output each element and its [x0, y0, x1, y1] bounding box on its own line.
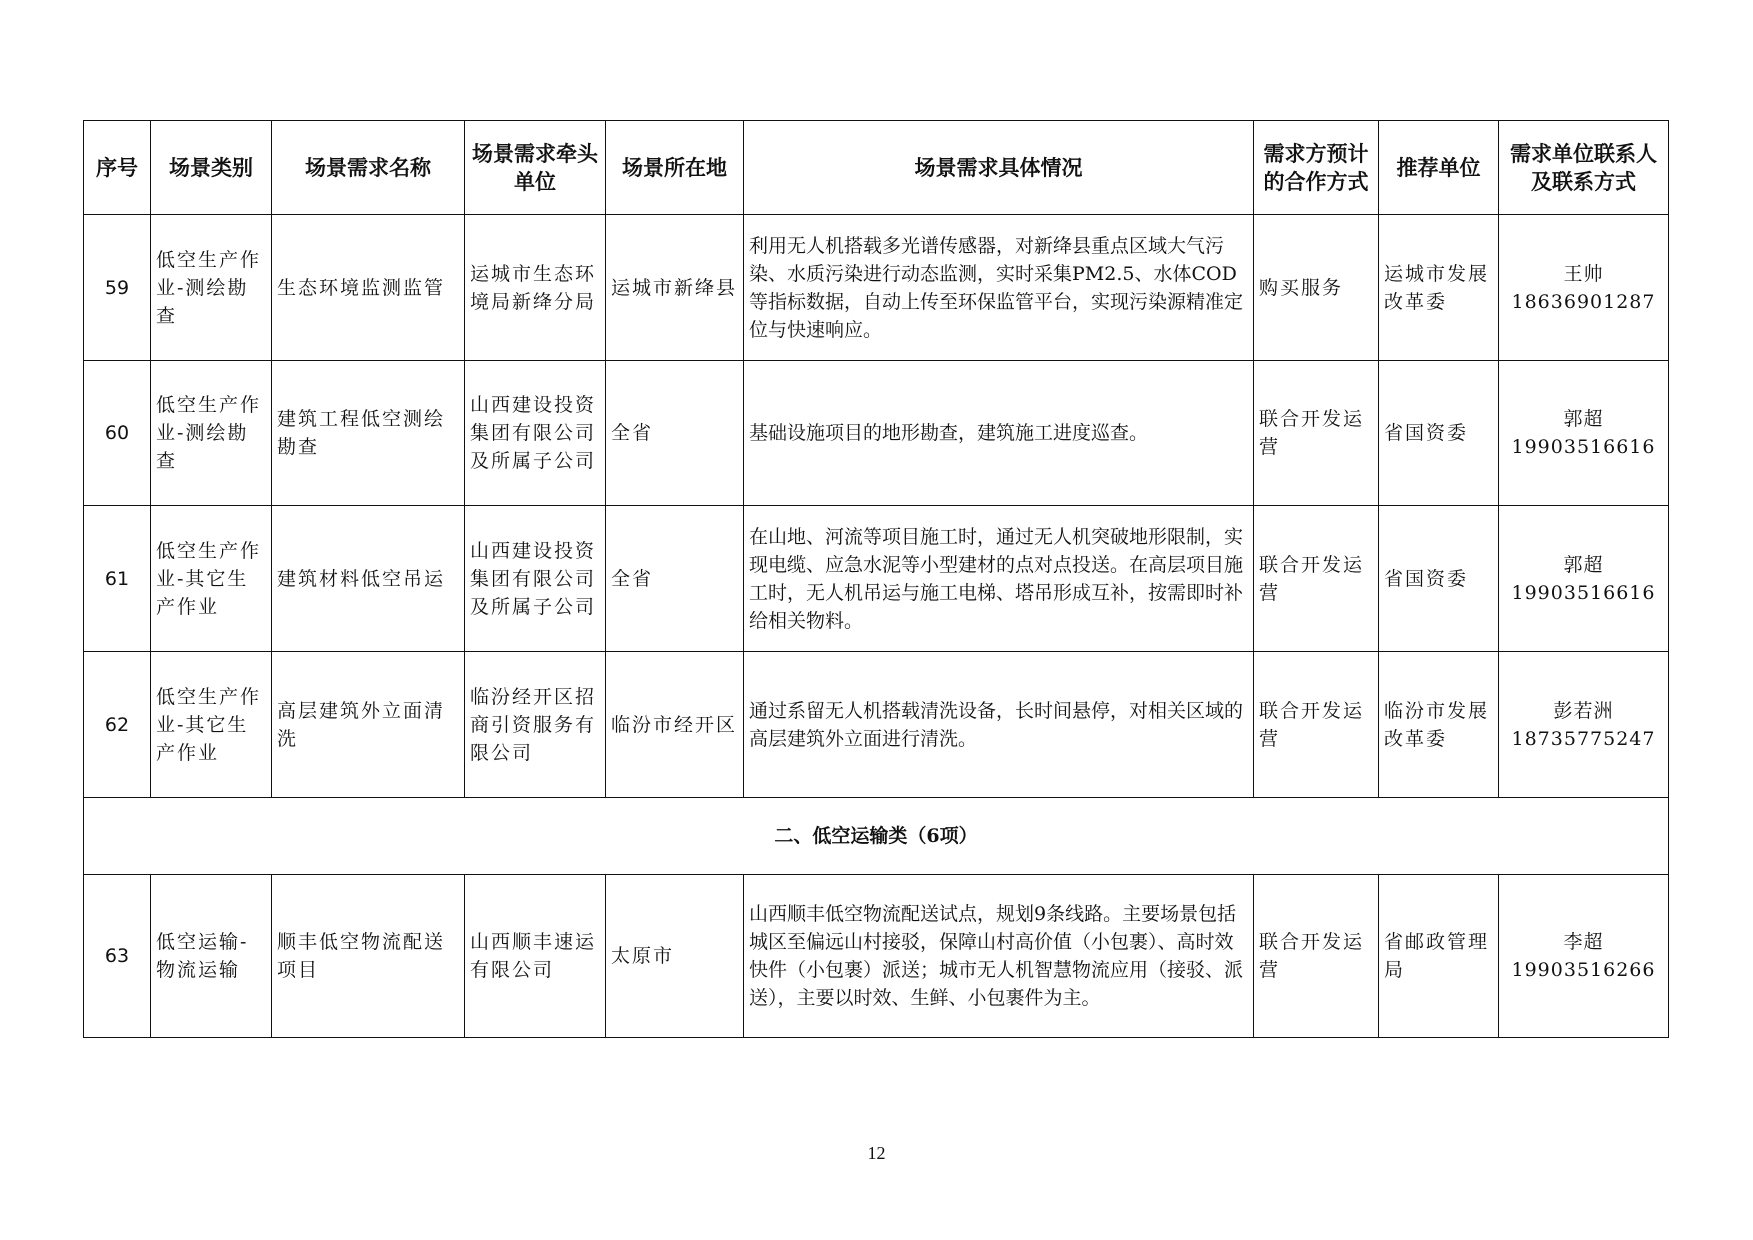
header-recommender: 推荐单位 [1379, 121, 1499, 215]
header-location: 场景所在地 [606, 121, 744, 215]
scenario-demand-table [83, 120, 1669, 1038]
row-detail: 基础设施项目的地形勘查，建筑施工进度巡查。 [744, 361, 1254, 506]
row-detail: 通过系留无人机搭载清洗设备，长时间悬停，对相关区域的高层建筑外立面进行清洗。 [744, 652, 1254, 798]
row-cooperation: 联合开发运营 [1254, 506, 1379, 652]
row-category: 低空生产作业-其它生产作业 [151, 506, 272, 652]
row-recommender: 运城市发展改革委 [1379, 215, 1499, 361]
row-no: 61 [84, 506, 151, 652]
row-name: 建筑工程低空测绘勘查 [272, 361, 465, 506]
table-row [84, 361, 1669, 506]
row-name: 顺丰低空物流配送项目 [272, 875, 465, 1038]
section-header-row [84, 798, 1669, 875]
table-row [84, 652, 1669, 798]
row-lead-unit: 临汾经开区招商引资服务有限公司 [465, 652, 606, 798]
contact-name: 彭若洲 [1553, 699, 1614, 722]
contact-name: 郭超 [1563, 553, 1604, 576]
row-contact [1499, 652, 1669, 798]
contact-phone: 18636901287 [1511, 290, 1656, 313]
contact-phone: 19903516616 [1511, 581, 1656, 604]
contact-name: 郭超 [1563, 408, 1604, 430]
header-contact: 需求单位联系人及联系方式 [1499, 121, 1669, 215]
contact-name: 王帅 [1563, 262, 1604, 285]
row-cooperation: 联合开发运营 [1254, 652, 1379, 798]
row-category: 低空生产作业-其它生产作业 [151, 652, 272, 798]
table-header-row [84, 121, 1669, 215]
row-category: 低空生产作业-测绘勘查 [151, 215, 272, 361]
header-detail: 场景需求具体情况 [744, 121, 1254, 215]
row-contact [1499, 506, 1669, 652]
page-number: 12 [867, 1143, 886, 1163]
row-location: 全省 [606, 506, 744, 652]
contact-phone: 19903516266 [1511, 959, 1656, 981]
row-lead-unit: 山西建设投资集团有限公司及所属子公司 [465, 506, 606, 652]
contact-phone: 18735775247 [1511, 727, 1656, 750]
header-name: 场景需求名称 [272, 121, 465, 215]
row-recommender: 省邮政管理局 [1379, 875, 1499, 1038]
row-contact [1499, 215, 1669, 361]
row-cooperation: 联合开发运营 [1254, 875, 1379, 1038]
table-row [84, 506, 1669, 652]
row-no: 63 [84, 875, 151, 1038]
row-no: 59 [84, 215, 151, 361]
row-detail: 利用无人机搭载多光谱传感器，对新绛县重点区域大气污染、水质污染进行动态监测，实时采集PM2.5、水体COD等指标数据，自动上传至环保监管平台，实现污染源精准定位与快速响应。 [744, 215, 1254, 361]
row-no: 62 [84, 652, 151, 798]
row-category: 低空运输-物流运输 [151, 875, 272, 1038]
row-recommender: 临汾市发展改革委 [1379, 652, 1499, 798]
row-recommender: 省国资委 [1379, 506, 1499, 652]
row-cooperation: 购买服务 [1254, 215, 1379, 361]
section-title: 二、低空运输类（6项） [84, 798, 1669, 875]
row-detail: 在山地、河流等项目施工时，通过无人机突破地形限制，实现电缆、应急水泥等小型建材的点对点投送。在高层项目施工时，无人机吊运与施工电梯、塔吊形成互补，按需即时补给相关物料。 [744, 506, 1254, 652]
row-name: 生态环境监测监管 [272, 215, 465, 361]
row-category: 低空生产作业-测绘勘查 [151, 361, 272, 506]
contact-name: 李超 [1563, 931, 1604, 953]
row-lead-unit: 山西顺丰速运有限公司 [465, 875, 606, 1038]
row-name: 高层建筑外立面清洗 [272, 652, 465, 798]
contact-phone: 19903516616 [1511, 436, 1656, 458]
row-contact [1499, 361, 1669, 506]
row-lead-unit: 山西建设投资集团有限公司及所属子公司 [465, 361, 606, 506]
row-contact [1499, 875, 1669, 1038]
header-lead-unit: 场景需求牵头单位 [465, 121, 606, 215]
table-row [84, 215, 1669, 361]
header-cooperation: 需求方预计的合作方式 [1254, 121, 1379, 215]
row-cooperation: 联合开发运营 [1254, 361, 1379, 506]
header-category: 场景类别 [151, 121, 272, 215]
row-detail: 山西顺丰低空物流配送试点，规划9条线路。主要场景包括城区至偏远山村接驳，保障山村高价值（小包裹）、高时效快件（小包裹）派送；城市无人机智慧物流应用（接驳、派送），主要以时效、生鲜、小包裹件为主。 [744, 875, 1254, 1038]
row-no: 60 [84, 361, 151, 506]
row-location: 运城市新绛县 [606, 215, 744, 361]
row-location: 全省 [606, 361, 744, 506]
row-location: 太原市 [606, 875, 744, 1038]
row-location: 临汾市经开区 [606, 652, 744, 798]
row-lead-unit: 运城市生态环境局新绛分局 [465, 215, 606, 361]
row-name: 建筑材料低空吊运 [272, 506, 465, 652]
row-recommender: 省国资委 [1379, 361, 1499, 506]
header-no: 序号 [84, 121, 151, 215]
table-row [84, 875, 1669, 1038]
